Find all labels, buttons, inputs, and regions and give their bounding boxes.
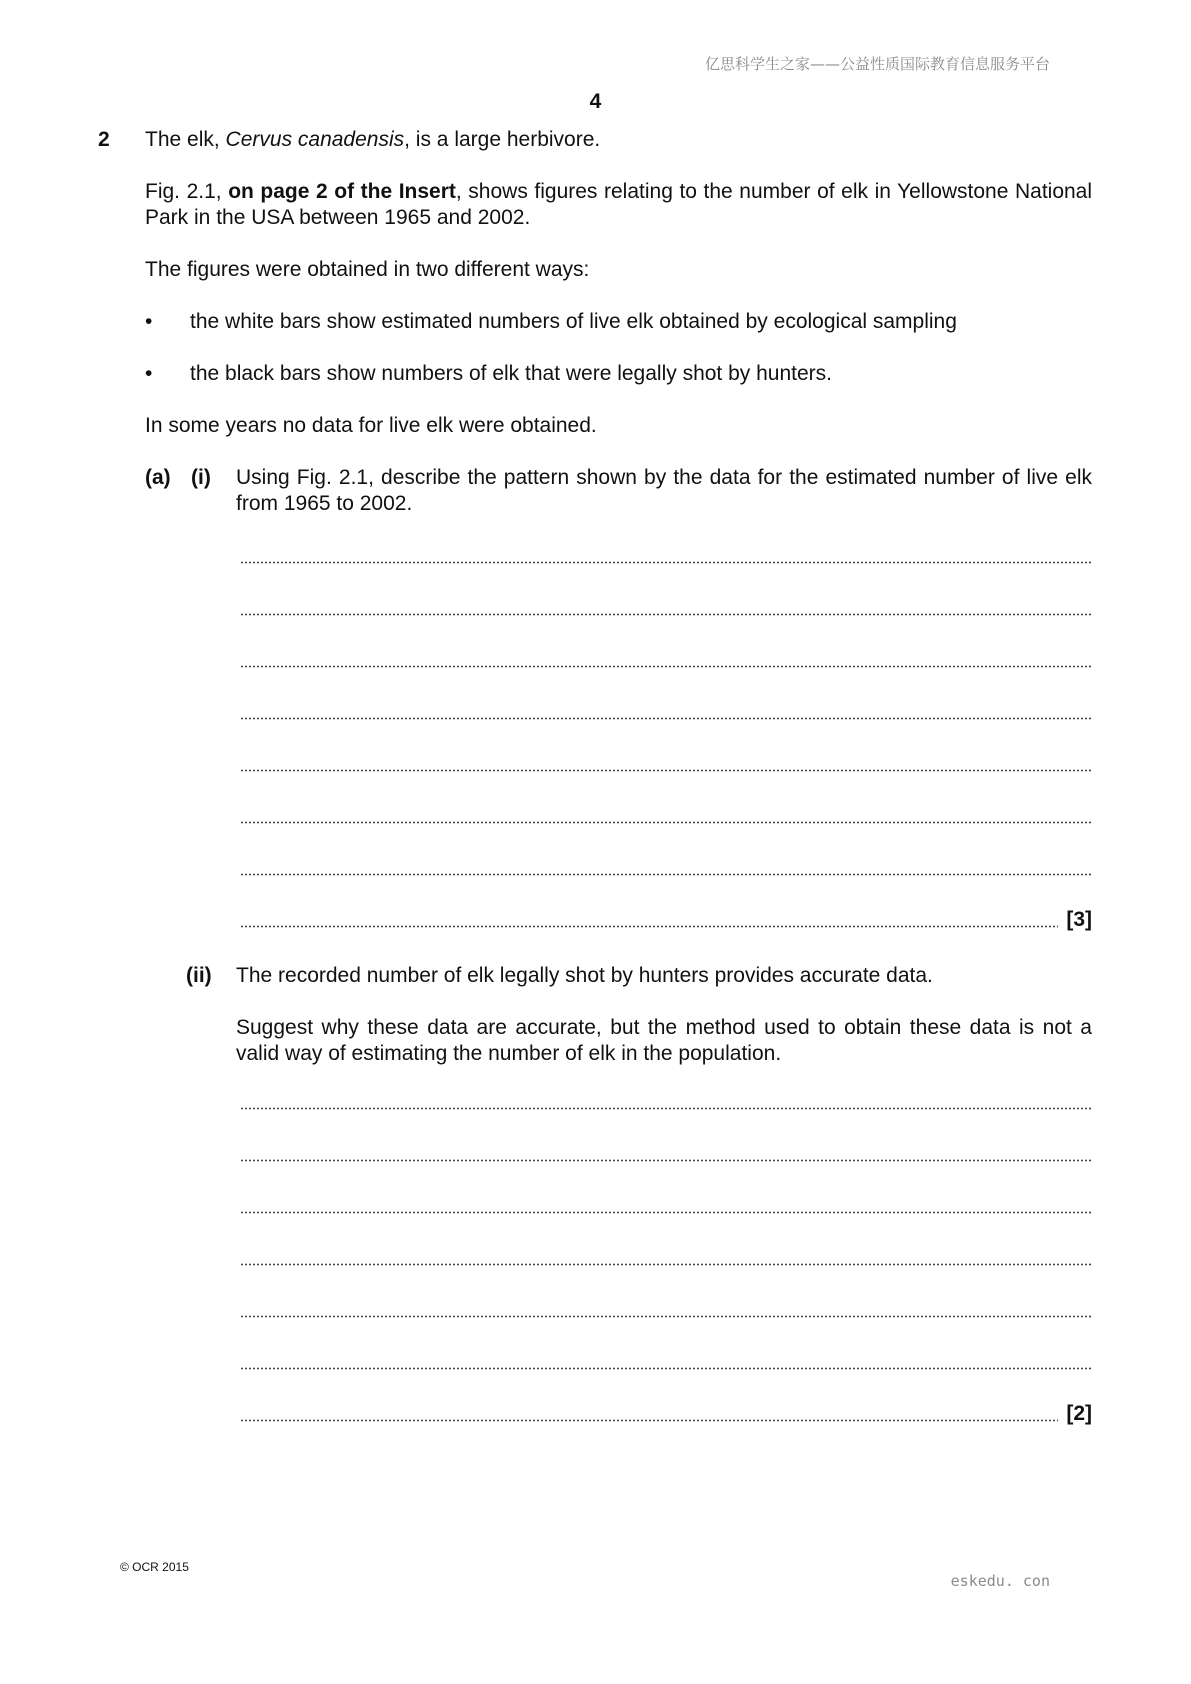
intro-pre: The elk, [145,128,226,151]
bullet-white-bars: the white bars show estimated numbers of live elk obtained by ecological sampling [190,310,957,333]
answer-line-i-7[interactable] [240,873,1092,876]
fig-post: , shows figures relating to the number of elk in Yellowstone National Park in the USA between 1965 and 2002. [145,180,1093,229]
part-a-ii-statement: The recorded number of elk legally shot by hunters provides accurate data. [236,964,933,987]
answer-line-ii-3[interactable] [240,1211,1092,1214]
answer-line-ii-4[interactable] [240,1263,1092,1266]
part-a-ii-label: (ii) [186,964,212,987]
intro-post: , is a large herbivore. [404,128,601,151]
copyright-notice: © OCR 2015 [120,1560,189,1574]
answer-line-ii-6[interactable] [240,1367,1092,1370]
part-a-label: (a) [145,466,171,489]
answer-line-i-4[interactable] [240,717,1092,720]
answer-line-i-6[interactable] [240,821,1092,824]
answer-line-i-2[interactable] [240,613,1092,616]
question-intro [145,127,1092,153]
answer-line-ii-2[interactable] [240,1159,1092,1162]
answer-line-ii-7[interactable] [240,1419,1058,1422]
marks-a-ii: [2] [1066,1402,1092,1425]
ways-intro: The figures were obtained in two different ways: [145,258,590,281]
fig-insert-ref: on page 2 of the Insert [228,180,456,203]
question-number: 2 [98,128,110,151]
bullet-marker-2: • [145,362,153,385]
bullet-black-bars: the black bars show numbers of elk that were legally shot by hunters. [190,362,832,385]
answer-line-i-3[interactable] [240,665,1092,668]
marks-a-i: [3] [1066,908,1092,931]
watermark-bottom: eskedu. con [950,1572,1050,1590]
answer-line-ii-5[interactable] [240,1315,1092,1318]
bullet-marker-1: • [145,310,153,333]
answer-line-i-5[interactable] [240,769,1092,772]
part-a-ii-question: Suggest why these data are accurate, but the method used to obtain these data is not a valid way of estimating the number of elk in the population. [236,1016,1092,1065]
answer-line-i-8[interactable] [240,925,1058,928]
part-a-i-question: Using Fig. 2.1, describe the pattern shown by the data for the estimated number of live elk from 1965 to 2002. [236,466,1092,515]
watermark-top: 亿思科学生之家——公益性质国际教育信息服务平台 [704,55,1050,73]
page-number: 4 [589,90,602,113]
answer-line-i-1[interactable] [240,561,1092,564]
part-a-i-label: (i) [191,466,211,489]
figure-reference [145,179,1092,231]
fig-pre: Fig. 2.1, [145,180,229,203]
answer-line-ii-1[interactable] [240,1107,1092,1110]
no-data-note: In some years no data for live elk were obtained. [145,414,597,437]
species-name: Cervus canadensis [225,128,405,151]
